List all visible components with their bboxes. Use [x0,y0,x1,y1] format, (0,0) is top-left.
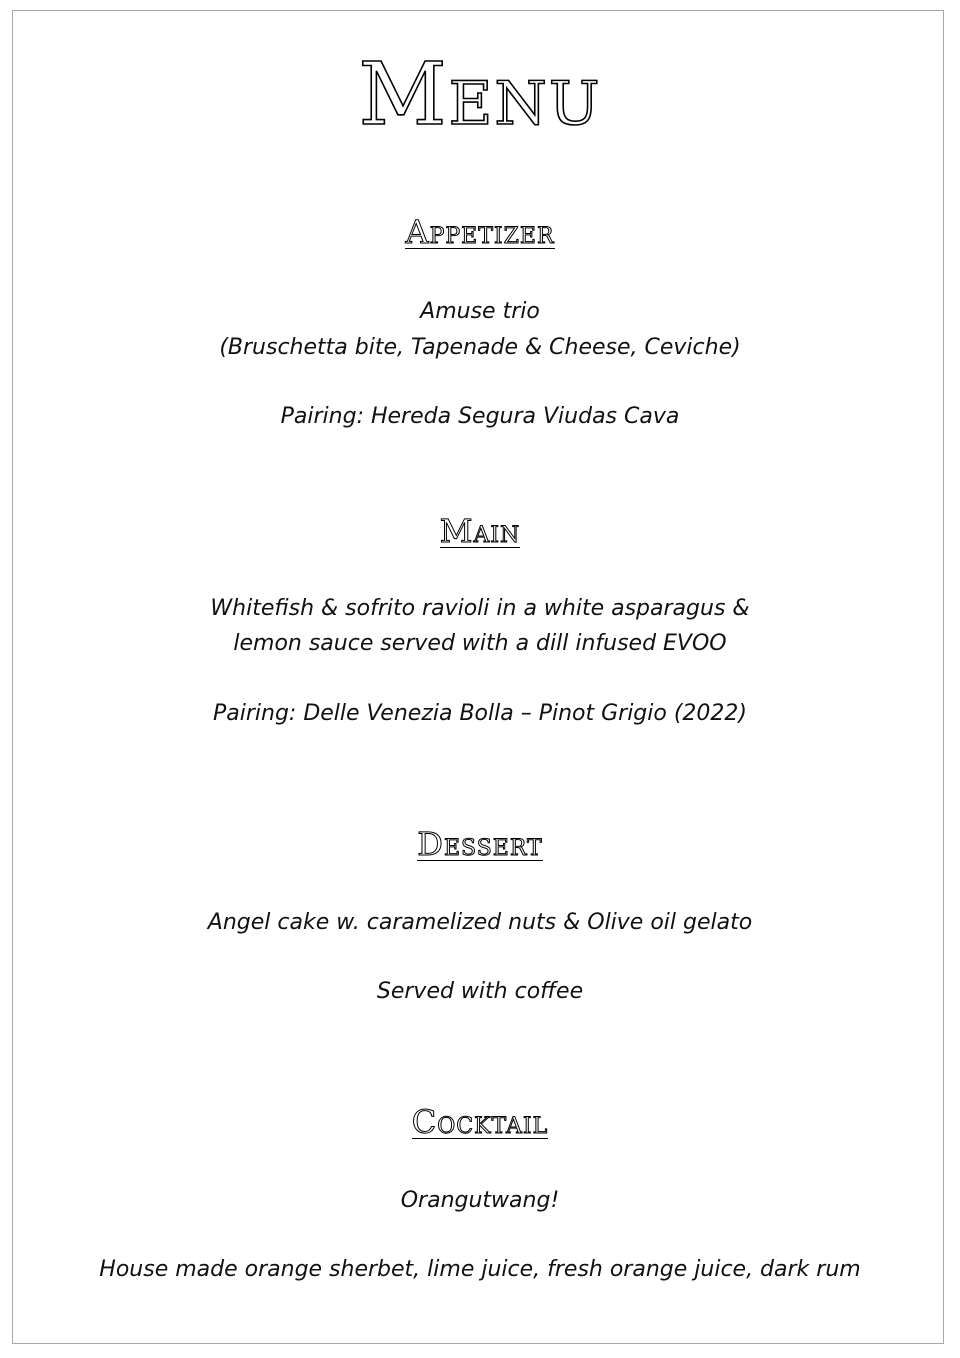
main-pairing: Pairing: Delle Venezia Bolla – Pinot Grigio (2022) [212,701,747,726]
dessert-dish: Angel cake w. caramelized nuts & Olive oil gelato [207,910,753,935]
section-heading-cocktail-text: Cocktail [411,1103,549,1141]
menu-card [12,10,944,1344]
section-heading-main-text: Main [439,512,521,550]
menu-title: Menu [358,45,602,145]
section-heading-appetizer-text: Appetizer [405,213,555,251]
section-heading-dessert [0,826,960,862]
section-heading-dessert-text: Dessert [417,825,543,863]
cocktail-ingredients: House made orange sherbet, lime juice, fresh orange juice, dark rum [99,1257,861,1282]
section-heading-appetizer [0,214,960,250]
section-heading-main [0,513,960,549]
appetizer-pairing: Pairing: Hereda Segura Viudas Cava [280,404,680,429]
cocktail-name: Orangutwang! [400,1188,560,1213]
section-heading-cocktail [0,1104,960,1140]
main-dish-line-1: Whitefish & sofrito ravioli in a white asparagus & [210,596,750,621]
dessert-note: Served with coffee [376,979,584,1004]
appetizer-dish: Amuse trio [420,299,540,324]
appetizer-dish-detail: (Bruschetta bite, Tapenade & Cheese, Ceviche) [219,335,741,360]
main-dish-line-2: lemon sauce served with a dill infused EVOO [233,631,727,656]
